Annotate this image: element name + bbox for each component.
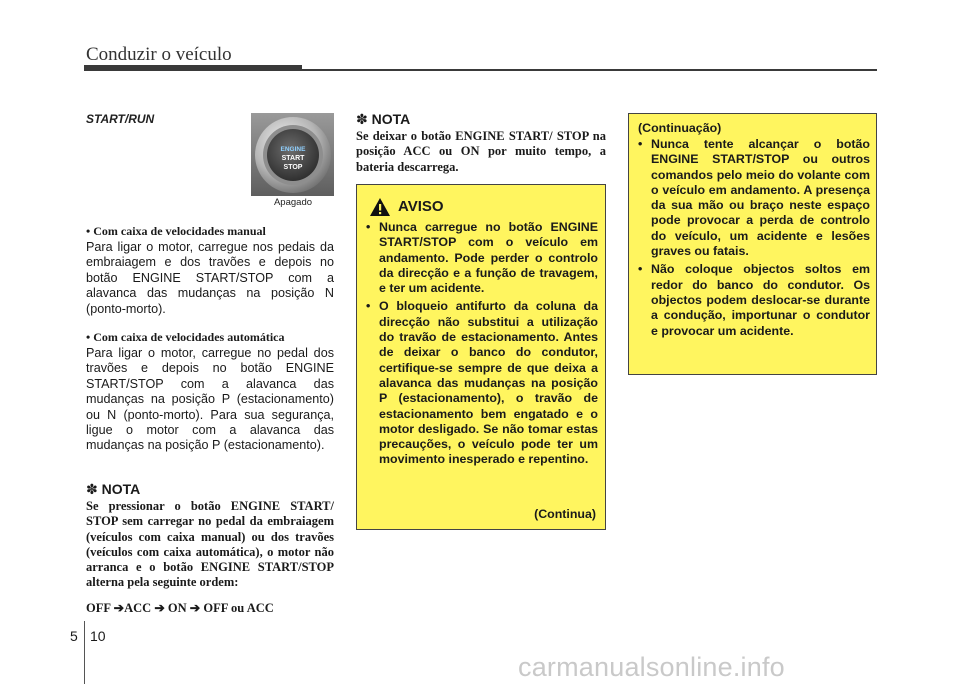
continued-warning-box: [628, 113, 877, 375]
warning-triangle-icon: [369, 197, 391, 217]
footer-divider: [84, 621, 85, 684]
warning-item: • Nunca carregue no botão ENGINE START/STOP com o veículo em andamento. Pode perder o controlo da direcção e a função de travagem, e ter um acidente.: [366, 220, 598, 296]
chapter-number: 5: [70, 628, 78, 644]
page-number: 10: [90, 628, 106, 644]
automatic-transmission-text: Para ligar o motor, carregue no pedal dos travões e depois no botão ENGINE START/STOP com a alavanca das mudanças na posição P (estacionamento) ou N (ponto-morto). Para sua segurança, ligue o motor com a alavanca das mudanças na posição P (estacionamento).: [86, 346, 334, 453]
button-text-start: START: [281, 155, 305, 162]
note-heading-left: ✽ NOTA: [86, 481, 141, 497]
engine-start-stop-button-photo: [251, 113, 334, 196]
watermark: carmanualsonline.info: [518, 652, 785, 682]
note-text-middle: Se deixar o botão ENGINE START/ STOP na posição ACC ou ON por muito tempo, a bateria descarrega.: [356, 129, 606, 174]
warning-title: AVISO: [398, 198, 444, 215]
warning-box: [356, 184, 606, 530]
button-text-engine: ENGINE: [280, 146, 306, 153]
note-text-left: Se pressionar o botão ENGINE START/ STOP sem carregar no pedal da embraiagem (veículos com caixa manual) ou dos travões (veículos com caixa automática), o motor não arranca e o botão ENGINE START/STOP alterna pela seguinte ordem:: [86, 499, 334, 590]
manual-transmission-heading: • Com caixa de velocidades manual: [86, 224, 266, 238]
warning-item: • Nunca tente alcançar o botão ENGINE START/STOP ou outros comandos pelo meio do volante com o veículo em andamento. A presença da sua mão ou braço neste espaço pode provocar a perda de controlo do veículo, um acidente e lesões graves ou fatais.: [638, 137, 870, 259]
photo-caption: Apagado: [273, 197, 313, 208]
manual-transmission-text: Para ligar o motor, carregue nos pedais da embraiagem e dos travões e depois no botão ENGINE START/STOP com a alavanca das mudanças na posição N (ponto-morto).: [86, 240, 334, 316]
page-header-title: Conduzir o veículo: [86, 44, 232, 65]
warning-item-text: Nunca tente alcançar o botão ENGINE START/STOP ou outros comandos pelo meio do volante com o veículo em andamento. A presença da sua mão ou braço neste espaço pode provocar a perda de controlo do veículo, um acidente e lesões graves ou fatais.: [651, 137, 870, 259]
warning-item-text: Nunca carregue no botão ENGINE START/STOP com o veículo em andamento. Pode perder o controlo da direcção e a função de travagem, e ter um acidente.: [379, 220, 598, 296]
note-heading-middle: ✽ NOTA: [356, 111, 411, 127]
warning-item: • Não coloque objectos soltos em redor do banco do condutor. Os objectos podem deslocar-se durante a condução, importunar o condutor e provocar um acidente.: [638, 262, 870, 338]
button-text-stop: STOP: [283, 164, 303, 171]
warning-item-text: Não coloque objectos soltos em redor do banco do condutor. Os objectos podem deslocar-se durante a condução, importunar o condutor e provocar um acidente.: [651, 262, 870, 338]
section-label: START/RUN: [86, 112, 155, 126]
continued-warning-list: [638, 137, 870, 342]
automatic-transmission-heading: • Com caixa de velocidades automática: [86, 330, 285, 344]
header-rule-thin: [84, 69, 877, 71]
warning-item-text: O bloqueio antifurto da coluna da direcção não substitui a utilização do travão de estacionamento. Antes de deixar o banco do condutor, certifique-se sempre de que deixa a alavanca das mudanças na posição P (estacionamento), o travão de estacionamento bem engatado e o motor desligado. Se não tomar estas precauções, o veículo pode ter um movimento inesperado e repentino.: [379, 299, 598, 467]
continued-marker: (Continua): [534, 507, 596, 521]
warning-item: • O bloqueio antifurto da coluna da direcção não substitui a utilização do travão de estacionamento. Antes de deixar o banco do condutor, certifique-se sempre de que deixa a alavanca das mudanças na posição P (estacionamento), o travão de estacionamento bem engatado e o motor desligado. Se não tomar estas precauções, o veículo pode ter um movimento inesperado e repentino.: [366, 299, 598, 467]
continued-heading: (Continuação): [638, 121, 722, 135]
mode-sequence: OFF ➔ACC ➔ ON ➔ OFF ou ACC: [86, 601, 274, 615]
start-stop-button-illustration: [251, 113, 334, 196]
warning-list: [366, 220, 598, 471]
